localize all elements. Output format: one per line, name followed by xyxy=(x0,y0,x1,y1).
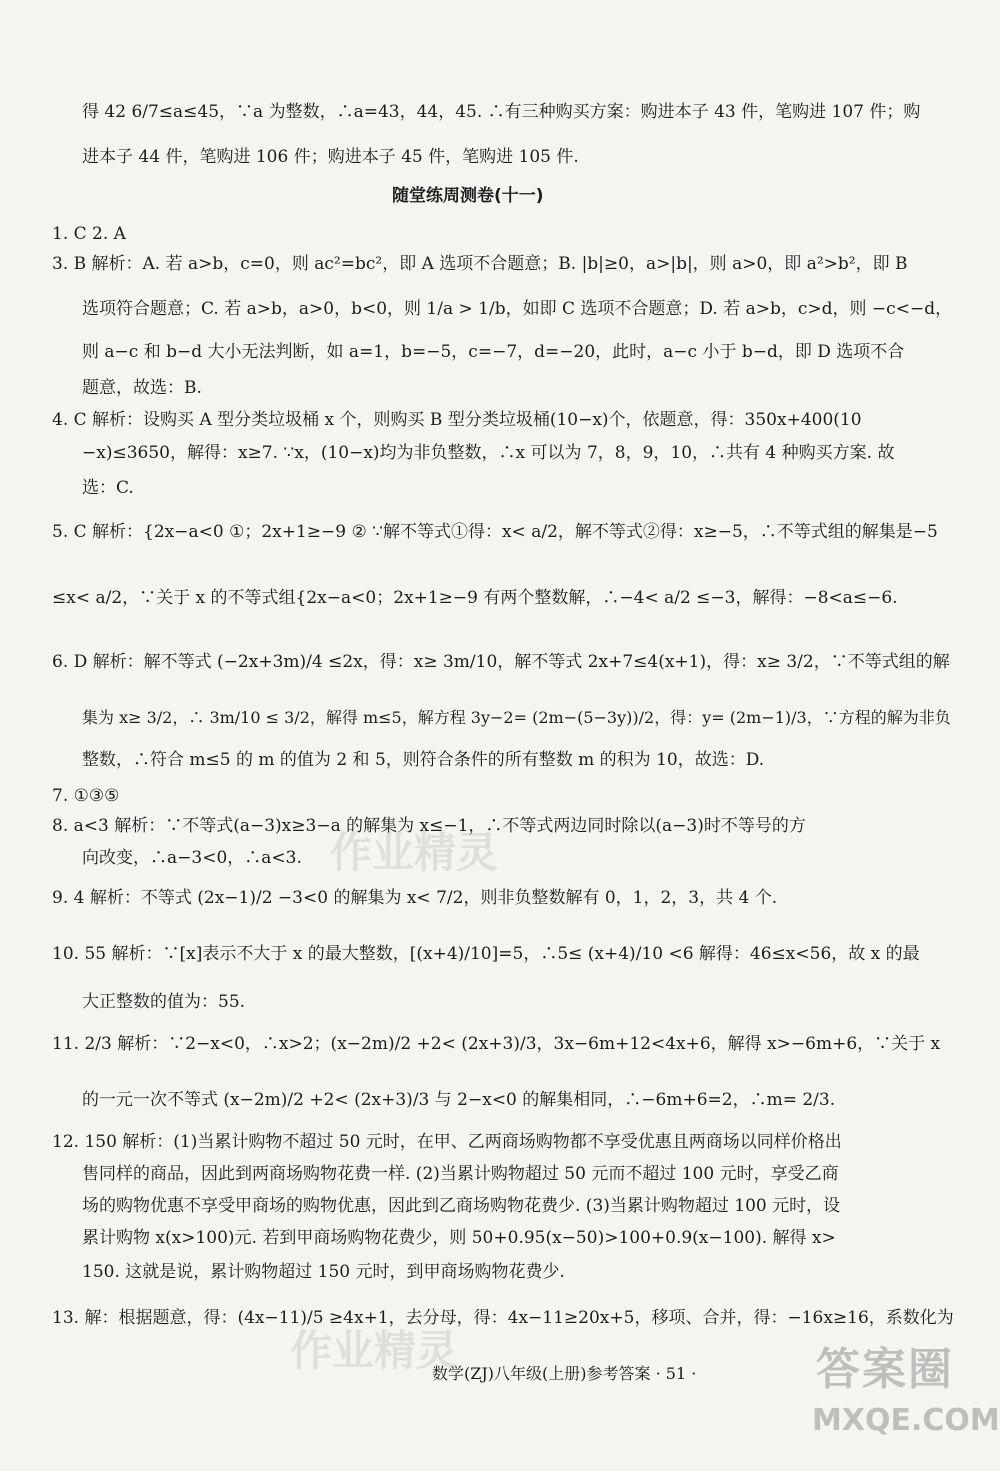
answer-line: 集为 x≥ 3/2，∴ 3m/10 ≤ 3/2，解得 m≤5，解方程 3y−2= (2m−(5−3y))/2，得：y= (2m−1)/3，∵方程的解为非负 xyxy=(82,708,951,727)
answer-line: 7. ①③⑤ xyxy=(52,786,120,806)
answer-line: 的一元一次不等式 (x−2m)/2 +2< (2x+3)/3 与 2−x<0 的解集相同，∴−6m+6=2，∴m= 2/3. xyxy=(82,1090,836,1110)
watermark-logo-text: 答案圈 xyxy=(816,1344,954,1395)
answer-line: 1. C 2. A xyxy=(52,224,126,244)
answer-line: 售同样的商品，因此到两商场购物花费一样. (2)当累计购物超过 50 元而不超过 100 元时，享受乙商 xyxy=(82,1164,839,1184)
answer-line: 12. 150 解析：(1)当累计购物不超过 50 元时，在甲、乙两商场购物都不享受优惠且两商场以同样价格出 xyxy=(52,1132,842,1152)
answer-line: 得 42 6/7≤a≤45，∵a 为整数，∴a=43，44，45. ∴有三种购买方案：购进本子 43 件，笔购进 107 件；购 xyxy=(82,102,921,122)
answer-line: 选项符合题意；C. 若 a>b，a>0，b<0，则 1/a > 1/b，如即 C 选项不合题意；D. 若 a>b，c>d，则 −c<−d， xyxy=(82,299,953,319)
watermark-faint-1: 作业精灵 xyxy=(330,828,499,877)
answer-line: 13. 解：根据题意，得：(4x−11)/5 ≥4x+1，去分母，得：4x−11≥20x+5，移项、合并，得：−16x≥16，系数化为 xyxy=(52,1308,954,1328)
page-footer: 数学(ZJ)八年级(上册)参考答案 · 51 · xyxy=(432,1364,697,1383)
answer-line: 进本子 44 件，笔购进 106 件；购进本子 45 件，笔购进 105 件. xyxy=(82,147,579,167)
answer-line: 150. 这就是说，累计购物超过 150 元时，到甲商场购物花费少. xyxy=(82,1262,565,1282)
answer-line: −x)≤3650，解得：x≥7. ∵x，(10−x)均为非负整数，∴x 可以为 7，8，9，10，∴共有 4 种购买方案. 故 xyxy=(82,443,895,463)
answer-line: 6. D 解析：解不等式 (−2x+3m)/4 ≤2x，得：x≥ 3m/10，解不等式 2x+7≤4(x+1)，得：x≥ 3/2，∵不等式组的解 xyxy=(52,652,950,672)
watermark-url: MXQE.COM xyxy=(812,1403,1000,1438)
answer-line: 选：C. xyxy=(82,478,134,498)
watermark-faint-2: 作业精灵 xyxy=(290,1326,459,1375)
answer-line: 场的购物优惠不享受甲商场的购物优惠，因此到乙商场购物花费少. (3)当累计购物超过 100 元时，设 xyxy=(82,1196,841,1216)
answer-line: 累计购物 x(x>100)元. 若到甲商场购物花费少，则 50+0.95(x−50)>100+0.9(x−100). 解得 x> xyxy=(82,1228,836,1248)
answer-line: 则 a−c 和 b−d 大小无法判断，如 a=1，b=−5，c=−7，d=−20，此时，a−c 小于 b−d，即 D 选项不合 xyxy=(82,342,905,362)
answer-line: 向改变，∴a−3<0，∴a<3. xyxy=(82,848,302,868)
watermark-logo xyxy=(812,1333,1000,1453)
answer-line: 11. 2/3 解析：∵2−x<0，∴x>2；(x−2m)/2 +2< (2x+3)/3，3x−6m+12<4x+6，解得 x>−6m+6，∵关于 x xyxy=(52,1034,941,1054)
answer-line: 9. 4 解析：不等式 (2x−1)/2 −3<0 的解集为 x< 7/2，则非负整数解有 0，1，2，3，共 4 个. xyxy=(52,888,778,908)
answer-line: 3. B 解析：A. 若 a>b，c=0，则 ac²=bc²，即 A 选项不合题意；B. |b|≥0，a>|b|，则 a>0，即 a²>b²，即 B xyxy=(52,254,908,274)
section-title: 随堂练周测卷(十一) xyxy=(392,186,544,206)
answer-line: 4. C 解析：设购买 A 型分类垃圾桶 x 个，则购买 B 型分类垃圾桶(10−x)个，依题意，得：350x+400(10 xyxy=(52,410,862,430)
answer-line: ≤x< a/2，∵关于 x 的不等式组{2x−a<0；2x+1≥−9 有两个整数解，∴−4< a/2 ≤−3，解得：−8<a≤−6. xyxy=(52,588,898,608)
answer-line: 题意，故选：B. xyxy=(82,378,202,398)
answer-line: 大正整数的值为：55. xyxy=(82,992,246,1012)
answer-line: 整数，∴符合 m≤5 的 m 的值为 2 和 5，则符合条件的所有整数 m 的积为 10，故选：D. xyxy=(82,750,765,770)
answer-line: 5. C 解析：{2x−a<0 ①；2x+1≥−9 ② ∵解不等式①得：x< a/2，解不等式②得：x≥−5，∴不等式组的解集是−5 xyxy=(52,522,938,542)
answer-line: 8. a<3 解析：∵不等式(a−3)x≥3−a 的解集为 x≤−1，∴不等式两边同时除以(a−3)时不等号的方 xyxy=(52,816,806,836)
answer-line: 10. 55 解析：∵[x]表示不大于 x 的最大整数，[(x+4)/10]=5，∴5≤ (x+4)/10 <6 解得：46≤x<56，故 x 的最 xyxy=(52,944,920,964)
